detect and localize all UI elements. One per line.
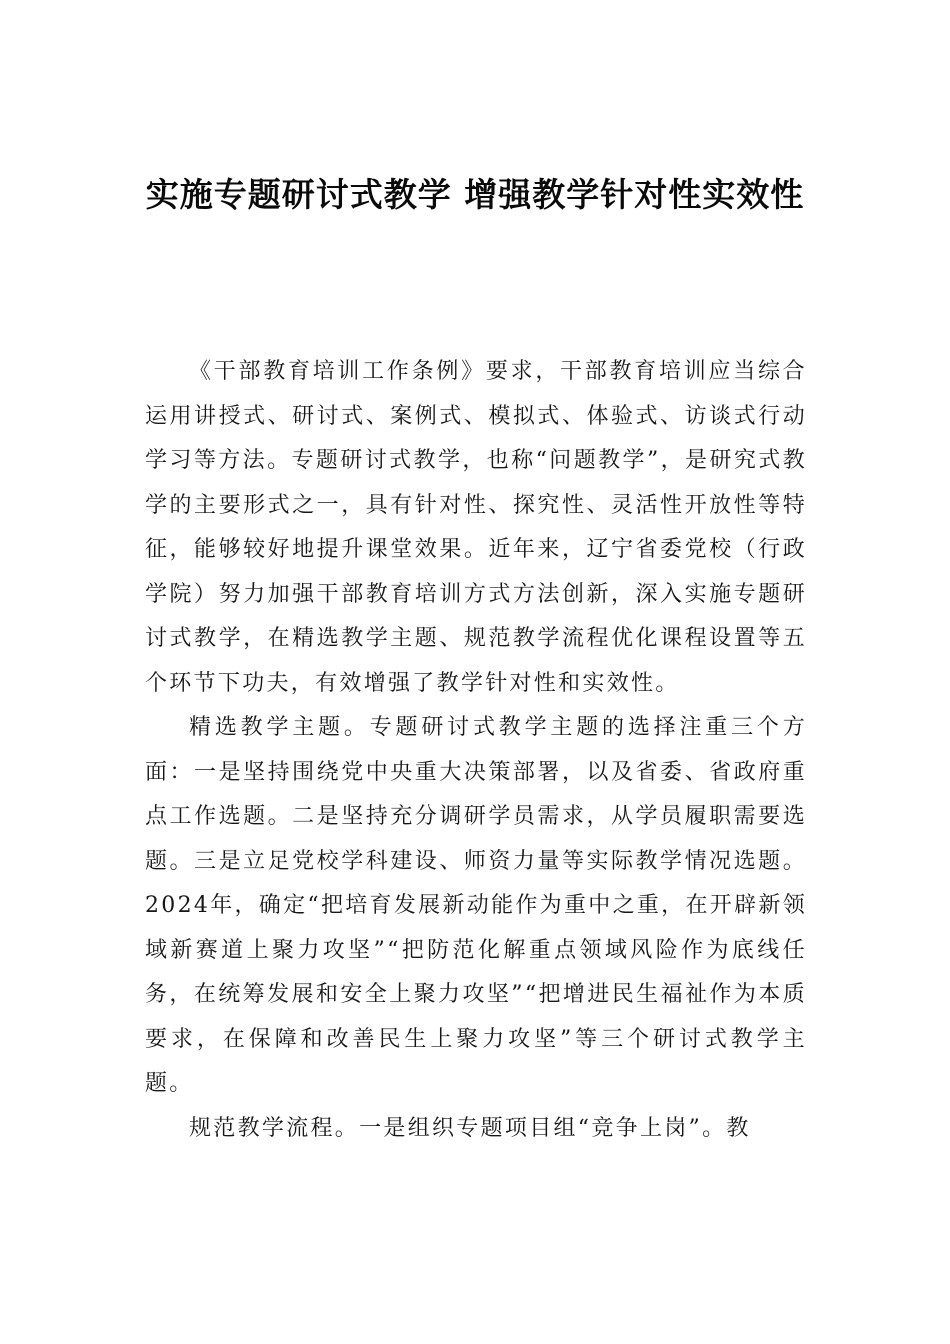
paragraph-intro: 《干部教育培训工作条例》要求，干部教育培训应当综合运用讲授式、研讨式、案例式、模拟式、体验式、访谈式行动学习等方法。专题研讨式教学，也称“问题教学”，是研究式教学的主要形式之一，具有针对性、探究性、灵活性开放性等特征，能够较好地提升课堂效果。近年来，辽宁省委党校（行政学院）努力加强干部教育培训方式方法创新，深入实施专题研讨式教学，在精选教学主题、规范教学流程优化课程设置等五个环节下功夫，有效增强了教学针对性和实效性。	[145, 359, 807, 696]
paragraph-select-topics: 精选教学主题。专题研讨式教学主题的选择注重三个方面：一是坚持围绕党中央重大决策部署，以及省委、省政府重点工作选题。二是坚持充分调研学员需求，从学员履职需要选题。三是立足党校学科建设、师资力量等实际教学情况选题。2024年，确定“把培育发展新动能作为重中之重，在开辟新领域新赛道上聚力攻坚”“把防范化解重点领域风险作为底线任务，在统筹发展和安全上聚力攻坚”“把增进民生福祉作为本质要求，在保障和改善民生上聚力攻坚”等三个研讨式教学主题。	[145, 715, 807, 1096]
paragraph-standardize-process: 规范教学流程。一是组织专题项目组“竞争上岗”。教	[189, 1115, 751, 1141]
document-title: 实施专题研讨式教学 增强教学针对性实效性	[145, 175, 805, 214]
document-body	[145, 350, 807, 1151]
